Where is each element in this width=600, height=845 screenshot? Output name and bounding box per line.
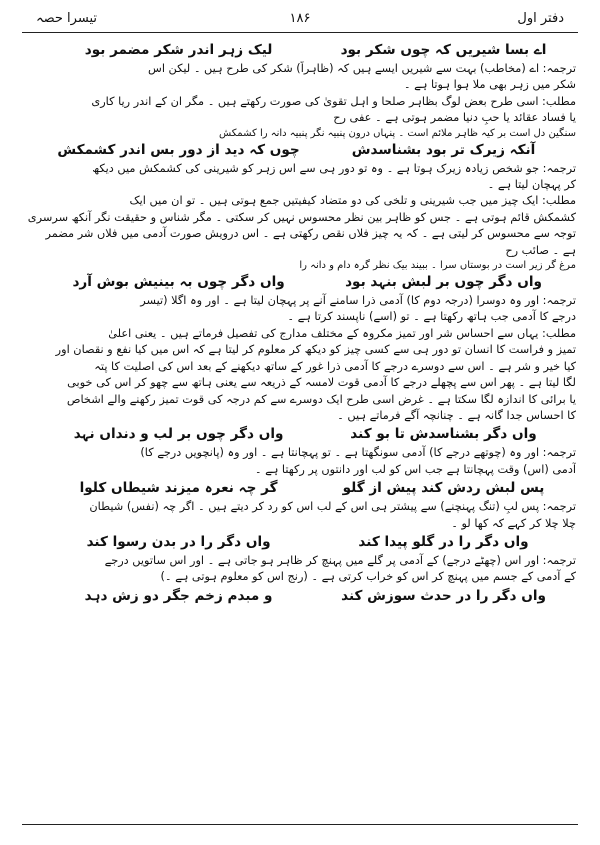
verse-couplet xyxy=(24,586,576,607)
text-line: ہے ۔ صائب رح xyxy=(505,243,576,257)
quoted-verse-line: مرغ گر زیر است در بوستاں سرا ۔ ببیند بیک نظر گرہ دام و دانہ را xyxy=(299,260,576,272)
verse-hemistich: چوں کہ دید از دور بس اندر کشمکش xyxy=(57,141,300,158)
volume-title: دفتر اول xyxy=(517,11,564,26)
text-line: یا فساد عقائد یا حبِ دنیا مضمر ہوتی ہے ۔ عفی رح xyxy=(333,111,576,125)
text-line: مطلب: ایک چیز میں جب شیرینی و تلخی کی دو متضاد کیفیتیں جمع ہوتی ہیں ۔ تو ان میں ایک xyxy=(129,194,576,208)
text-line: ترجمہ: اور اس (چھٹے درجے) کے آدمی پر گلے میں پہنچ کر ظاہر ہو جاتی ہے ۔ اور اس ساتویں درجے xyxy=(104,553,576,567)
header-rule xyxy=(22,32,578,33)
page-header xyxy=(28,8,572,30)
quoted-verse-line: سنگین دل است بر کیہ ظاہر ملائم است ۔ پنہاں درون پنبیہ نگر پنبیہ دانہ را کشمکش xyxy=(219,127,576,139)
text-line: درجے کا آدمی جب ہاتھ رکھتا ہے ۔ تو (اسے) ناپسند کرتا ہے ۔ xyxy=(287,310,576,324)
text-line: آدمی (اس) وقت پہچانتا ہے جب اس کو لب اور دانتوں پر رکھتا ہے ۔ xyxy=(254,462,576,476)
verse-hemistich: واں دگر را در بدن رسوا کند xyxy=(86,533,271,550)
text-line: تمیز و فراست کا انسان تو دور ہی سے کسی چیز کو دیکھ کر معلوم کر لیتا ہے کہ اس میں کیا نفع و نقصان اور xyxy=(55,343,576,357)
verse-hemistich: لیک زہر اندر شکر مضمر بود xyxy=(84,42,273,58)
verse-hemistich: آنکہ زیرک تر بود بشناسدش xyxy=(351,141,536,158)
text-line: ترجمہ: اور وہ (چوتھے درجے کا) آدمی سونگھتا ہے ۔ تو پہچانتا ہے ۔ اور وہ (پانچویں درجے کا) xyxy=(140,446,576,460)
text-line: ترجمہ: اور وہ دوسرا (درجہ دوم کا) آدمی ذرا سامنے آنے پر پہچان لیتا ہے ۔ اور وہ اگلا (تیسر xyxy=(140,294,576,308)
verse-hemistich: اے بسا شیریں کہ چوں شکر بود xyxy=(340,42,547,58)
verse-hemistich: واں دگر بشناسدش تا بو کند xyxy=(350,426,537,443)
text-line: کیا خیر و شر ہے ۔ اس سے دوسرے درجے کا آدمی ذرا غور کے ساتھ دیکھنے کے بعد اس کی اصلیت کا پتہ xyxy=(94,359,576,373)
footer-rule xyxy=(22,824,578,825)
text-line: کے آدمی کے جسم میں پہنچ کر اس کو خراب کرتی ہے ۔ (رنج اس کو معلوم ہوتی ہے ۔) xyxy=(160,570,576,584)
verse-hemistich: واں دگر را در حدث سوزش کند xyxy=(341,587,546,604)
verse-hemistich: و مبدم زخم جگر دو زش دہد xyxy=(84,587,273,604)
section-title: تیسرا حصہ xyxy=(36,11,97,26)
verse-hemistich: واں دگر را در گلو پیدا کند xyxy=(358,533,529,550)
verse-hemistich: پس لبش ردش کند پیش از گلو xyxy=(342,480,545,497)
text-line: لگا لیتا ہے ۔ پھر اس سے پچھلے درجے کا آدمی قوت لامسہ کے ذریعہ سے یعنی ہاتھ سے چھو کر اس کی خوبی xyxy=(67,376,576,390)
verse-couplet xyxy=(24,532,576,553)
text-line: کر پہچان لیتا ہے ۔ xyxy=(487,178,576,192)
text-line: کا احساس جدا گانہ ہے ۔ چنانچہ آگے فرماتے ہیں ۔ xyxy=(337,408,576,422)
text-line: مطلب: اسی طرح بعض لوگ بظاہر صلحا و اہل تقویٰ کی صورت رکھتے ہیں ۔ مگر ان کے اندر ریا کاری xyxy=(91,94,576,108)
verse-hemistich: واں دگر چوں بر لبش بنہد بود xyxy=(345,274,542,291)
text-line: ترجمہ: جو شخص زیادہ زیرک ہوتا ہے ۔ وہ تو دور ہی سے اس زہر کو شیرینی کی کشمکش میں دیکھ xyxy=(92,161,576,175)
verse-couplet xyxy=(24,424,576,445)
verse-couplet xyxy=(24,40,576,61)
verse-hemistich: گر چہ نعرہ میزند شیطاں کلوا xyxy=(79,480,278,497)
verse-couplet xyxy=(24,478,576,499)
text-line: کشمکش قائم ہوتی ہے ۔ جس کو ظاہر بین نظر محسوس نہیں کر سکتی ۔ مگر شناس و حقیقت نگر آنکھ سرسری xyxy=(27,210,576,224)
text-line: شکر میں زہر بھی ملا ہوا ہوتا ہے ۔ xyxy=(403,78,576,92)
page-number: ۱۸۶ xyxy=(289,11,311,26)
text-line: ترجمہ: پس لبِ (تنگ پہنچنے) سے پیشتر ہی اس کے لب اس کو رد کر دیتے ہیں ۔ اگر چہ (نفس) شیطان xyxy=(89,500,576,514)
text-line: توجہ سے محسوس کر لیتی ہے ۔ کہ یہ چیز فلاں نقص رکھتی ہے ۔ اس درویش صورت آدمی میں فلاں شر مضمر xyxy=(45,227,576,241)
page-body xyxy=(24,40,576,820)
text-line: چلا چلا کر کہے کہ کھا لو ۔ xyxy=(451,516,576,530)
verse-couplet xyxy=(24,272,576,293)
verse-hemistich: واں دگر چوں بر لب و دنداں نہد xyxy=(73,426,284,443)
text-line: مطلب: یہاں سے احساس شر اور تمیز مکروہ کے مختلف مدارج کی تفصیل فرماتے ہیں ۔ یعنی اعلیٰ xyxy=(108,326,576,340)
verse-couplet xyxy=(24,140,576,161)
text-line: یا برائی کا اندازہ لگا سکتا ہے ۔ غرض اسی طرح ایک دوسرے سے کم درجہ کی قوت تمیز رکھنے والے اشخاص xyxy=(66,392,576,406)
verse-hemistich: واں دگر چوں بہ بینیش بوش آرد xyxy=(72,274,285,291)
text-line: ترجمہ: اے (مخاطب) بہت سے شیریں ایسے ہیں کہ (ظاہراً) شکر کی طرح ہیں ۔ لیکن اس xyxy=(148,62,576,75)
